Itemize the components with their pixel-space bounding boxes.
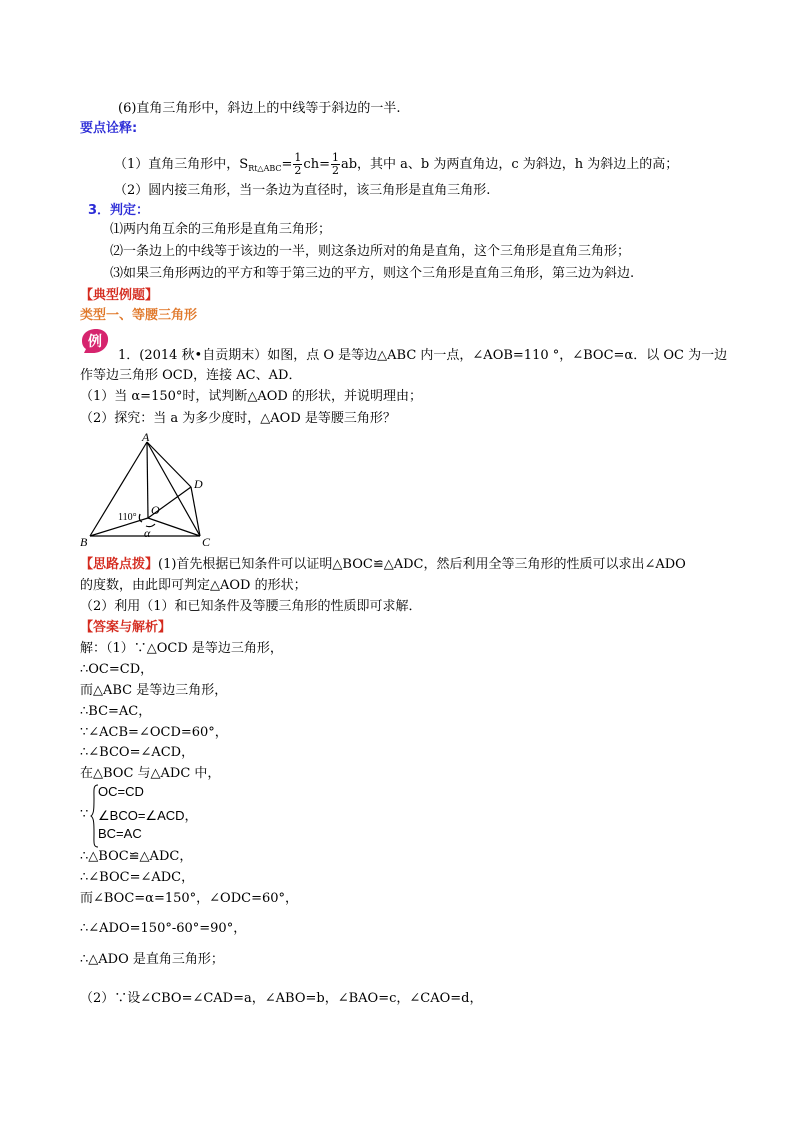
label-d: D	[194, 477, 203, 491]
label-o: O	[151, 503, 160, 517]
judge-title: 3．判定：	[88, 203, 150, 218]
key-point-2: （2）圆内接三角形，当一条边为直径时，该三角形是直角三角形.	[114, 183, 491, 198]
solution-line2: ∴OC=CD，	[80, 662, 154, 677]
system-prefix: ∵	[80, 807, 89, 822]
badge-char: 例	[88, 335, 102, 350]
solution-line12: ∴△ADO 是直角三角形；	[80, 952, 224, 967]
label-b: B	[80, 535, 88, 548]
kp1-ab: ab，其中 a、b 为两直角边，c 为斜边，h 为斜边上的高；	[340, 157, 679, 172]
key-point-1	[114, 152, 678, 178]
system-eq1: OC=CD	[98, 784, 144, 799]
text-line-6: (6)直角三角形中，斜边上的中线等于斜边的一半.	[118, 101, 401, 116]
fraction-half: $\frac{1}{2}$	[294, 151, 302, 177]
key-points-title: 要点诠释:	[80, 121, 138, 136]
solution-line6: ∴∠BCO=∠ACD，	[80, 745, 195, 760]
hint-line3: （2）利用（1）和已知条件及等腰三角形的性质即可求解．	[80, 599, 422, 614]
judge-2: ⑵一条边上的中线等于该边的一半，则这条边所对的角是直角，这个三角形是直角三角形；	[110, 244, 631, 259]
solution-line4: ∴BC=AC，	[80, 704, 152, 719]
triangle-figure	[78, 430, 228, 548]
kp1-ch: ch=	[303, 157, 330, 172]
solution-line9: ∴∠BOC=∠ADC，	[80, 870, 195, 885]
solution-line8: ∴△BOC≌△ADC，	[80, 849, 193, 864]
label-c: C	[202, 535, 211, 548]
solution-line13: （2）∵设∠CBO=∠CAD=a，∠ABO=b，∠BAO=c，∠CAO=d，	[80, 991, 483, 1006]
solution-line10: 而∠BOC=α=150°，∠ODC=60°，	[80, 891, 299, 906]
example1-line2: 作等边三角形 OCD，连接 AC、AD．	[80, 368, 302, 383]
fraction-half-2: $\frac{1}{2}$	[331, 151, 339, 177]
hint-title: 【思路点拨】	[80, 557, 159, 572]
solution-line11: ∴∠ADO=150°-60°=90°，	[80, 921, 247, 936]
example-badge-icon	[80, 328, 110, 354]
solution-line1: 解：（1）∵△OCD 是等边三角形，	[80, 641, 283, 656]
label-a: A	[142, 430, 150, 444]
system-eq2: ∠BCO=∠ACD，	[98, 808, 198, 823]
kp1-subscript: Rt△ABC	[248, 164, 282, 173]
answer-title: 【答案与解析】	[80, 620, 172, 635]
kp1-prefix: （1）直角三角形中，S	[114, 157, 249, 172]
example1-question2: （2）探究：当 a 为多少度时，△AOD 是等腰三角形？	[80, 411, 396, 426]
hint-line2: 的度数，由此即可判定△AOD 的形状；	[80, 578, 307, 593]
typical-examples-title: 【典型例题】	[80, 288, 159, 303]
system-eq3: BC=AC	[98, 826, 142, 841]
label-angle-110: 110°	[118, 512, 137, 523]
label-alpha: α	[144, 526, 151, 540]
solution-line5: ∵∠ACB=∠OCD=60°，	[80, 725, 228, 740]
solution-line7: 在△BOC 与△ADC 中，	[80, 766, 221, 781]
kp1-eq: =	[281, 157, 293, 172]
judge-1: ⑴两内角互余的三角形是直角三角形；	[110, 222, 332, 237]
hint-text1: (1)首先根据已知条件可以证明△BOC≌△ADC，然后利用全等三角形的性质可以求出∠ADO	[158, 557, 686, 572]
example1-line1: 1．(2014 秋•自贡期末）如图，点 O 是等边△ABC 内一点，∠AOB=110 °，∠BOC=α．以 OC 为一边	[118, 348, 728, 363]
type1-title: 类型一、等腰三角形	[80, 308, 198, 323]
hint-line1	[80, 556, 686, 574]
example1-question1: （1）当 α=150°时，试判断△AOD 的形状，并说明理由；	[80, 389, 422, 404]
judge-3: ⑶如果三角形两边的平方和等于第三边的平方，则这个三角形是直角三角形，第三边为斜边.	[110, 266, 635, 281]
solution-line3: 而△ABC 是等边三角形，	[80, 683, 228, 698]
